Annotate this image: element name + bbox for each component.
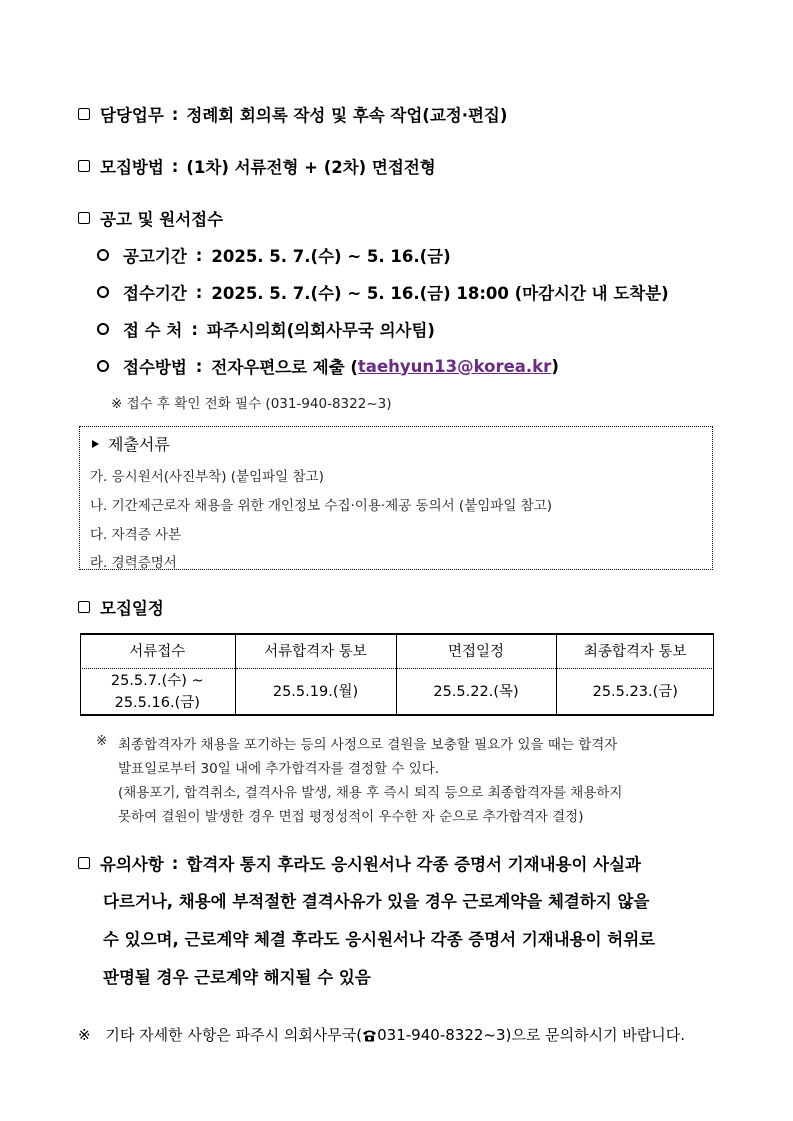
table-cell-interview: 25.5.22.(목): [396, 668, 556, 716]
table-header: 서류합격자 통보: [235, 633, 396, 668]
doc-date-line1: 25.5.7.(수) ~: [110, 673, 204, 690]
section-method: [78, 154, 436, 178]
table-header: 면접일정: [396, 633, 556, 668]
documents-item: 다. 자격증 사본: [90, 527, 182, 543]
section-schedule: [78, 595, 164, 619]
footer-text-prefix: 기타 자세한 사항은 파주시 의회사무국(: [105, 1026, 363, 1044]
duty-value: 정례회 회의록 작성 및 후속 작업(교정·편집): [186, 106, 508, 125]
method-sep: :: [171, 156, 179, 176]
notice-label: 공고 및 원서접수: [100, 210, 224, 229]
circle-bullet-icon: [97, 286, 109, 298]
circle-bullet-icon: [97, 249, 109, 261]
caution-text: 합격자 통지 후라도 응시원서나 각종 증명서 기재내용이 사실과: [186, 855, 641, 874]
schedule-note-line: (채용포기, 합격취소, 결격사유 발생, 채용 후 즉시 퇴직 등으로 최종합격자를 채용하지: [118, 785, 623, 801]
section-notice: [78, 206, 223, 230]
documents-item: 라. 경력증명서: [90, 555, 177, 571]
doc-date-line2: 25.5.16.(금): [114, 695, 200, 712]
schedule-note-line: 최종합격자가 채용을 포기하는 등의 사정으로 결원을 보충할 필요가 있을 때는 합격자: [118, 737, 618, 753]
notice-item-value-prefix: 전자우편으로 제출 (: [211, 358, 358, 377]
confirm-note: ※ 접수 후 확인 전화 필수 (031-940-8322~3): [111, 396, 392, 412]
checkbox-square-icon: [78, 601, 90, 613]
schedule-label: 모집일정: [100, 599, 164, 618]
schedule-note-line: 발표일로부터 30일 내에 추가합격자를 결정할 수 있다.: [118, 761, 440, 777]
method-value: (1차) 서류전형 + (2차) 면접전형: [186, 158, 436, 177]
caution-line: [78, 851, 641, 875]
notice-item-sep: :: [195, 245, 203, 265]
circle-bullet-icon: [97, 323, 109, 335]
notice-item-method: [97, 354, 559, 378]
table-header: 서류접수: [80, 633, 235, 668]
notice-item-label: 공고기간: [123, 247, 187, 266]
documents-title-text: 제출서류: [108, 435, 170, 454]
checkbox-square-icon: [78, 857, 90, 869]
schedule-table: [80, 633, 714, 716]
table-cell-final: 25.5.23.(금): [592, 684, 678, 701]
notice-item-receipt-period: [97, 280, 669, 304]
section-duty: [78, 102, 507, 126]
notice-item-value: 파주시의회(의회사무국 의사팀): [206, 321, 435, 340]
table-cell-doc: [80, 668, 235, 716]
notice-item-value: 2025. 5. 7.(수) ~ 5. 16.(금): [211, 247, 451, 266]
notice-item-label: 접수기간: [123, 284, 187, 303]
circle-bullet-icon: [97, 360, 109, 372]
duty-label: 담당업무: [100, 106, 164, 125]
footer-mark: ※: [78, 1026, 91, 1044]
checkbox-square-icon: [78, 212, 90, 224]
footer-text-suffix: 031-940-8322~3)으로 문의하시기 바랍니다.: [377, 1026, 686, 1044]
email-link[interactable]: taehyun13@korea.kr: [357, 356, 552, 376]
duty-sep: :: [171, 104, 179, 124]
notice-item-place: [97, 317, 435, 341]
schedule-note-mark: ※: [96, 733, 108, 749]
caution-label: 유의사항: [100, 855, 164, 874]
notice-item-value-suffix: ): [551, 356, 559, 376]
footer-note: [78, 1024, 685, 1046]
caution-sep: :: [171, 853, 179, 873]
notice-item-sep: :: [195, 282, 203, 302]
caution-line: 수 있으며, 근로계약 체결 후라도 응시원서나 각종 증명서 기재내용이 허위로: [103, 930, 656, 949]
notice-item-label: 접 수 처: [123, 321, 183, 340]
triangle-bullet-icon: [92, 440, 99, 448]
table-header: 최종합격자 통보: [556, 633, 714, 668]
documents-title: [92, 432, 170, 455]
method-label: 모집방법: [100, 158, 164, 177]
table-row: [80, 668, 714, 716]
notice-item-sep: :: [191, 319, 198, 339]
documents-item: 나. 기간제근로자 채용을 위한 개인정보 수집·이용·제공 동의서 (붙임파일 참고): [90, 498, 553, 514]
notice-item-sep: :: [195, 356, 203, 376]
table-cell-doc-pass: 25.5.19.(월): [235, 668, 396, 716]
phone-icon: [362, 1028, 377, 1046]
table-header-row: [80, 633, 714, 668]
notice-item-period: [97, 243, 451, 267]
checkbox-square-icon: [78, 160, 90, 172]
documents-box: [79, 426, 713, 570]
documents-item: 가. 응시원서(사진부착) (붙임파일 참고): [90, 469, 324, 485]
caution-line: 다르거나, 채용에 부적절한 결격사유가 있을 경우 근로계약을 체결하지 않을: [103, 892, 650, 911]
checkbox-square-icon: [78, 108, 90, 120]
notice-item-label: 접수방법: [123, 358, 187, 377]
caution-line: 판명될 경우 근로계약 해지될 수 있음: [103, 968, 371, 987]
notice-item-value: 2025. 5. 7.(수) ~ 5. 16.(금) 18:00 (마감시간 내 도착분): [211, 284, 669, 303]
schedule-note-line: 못하여 결원이 발생한 경우 면접 평정성적이 우수한 자 순으로 추가합격자 결정): [118, 809, 584, 825]
